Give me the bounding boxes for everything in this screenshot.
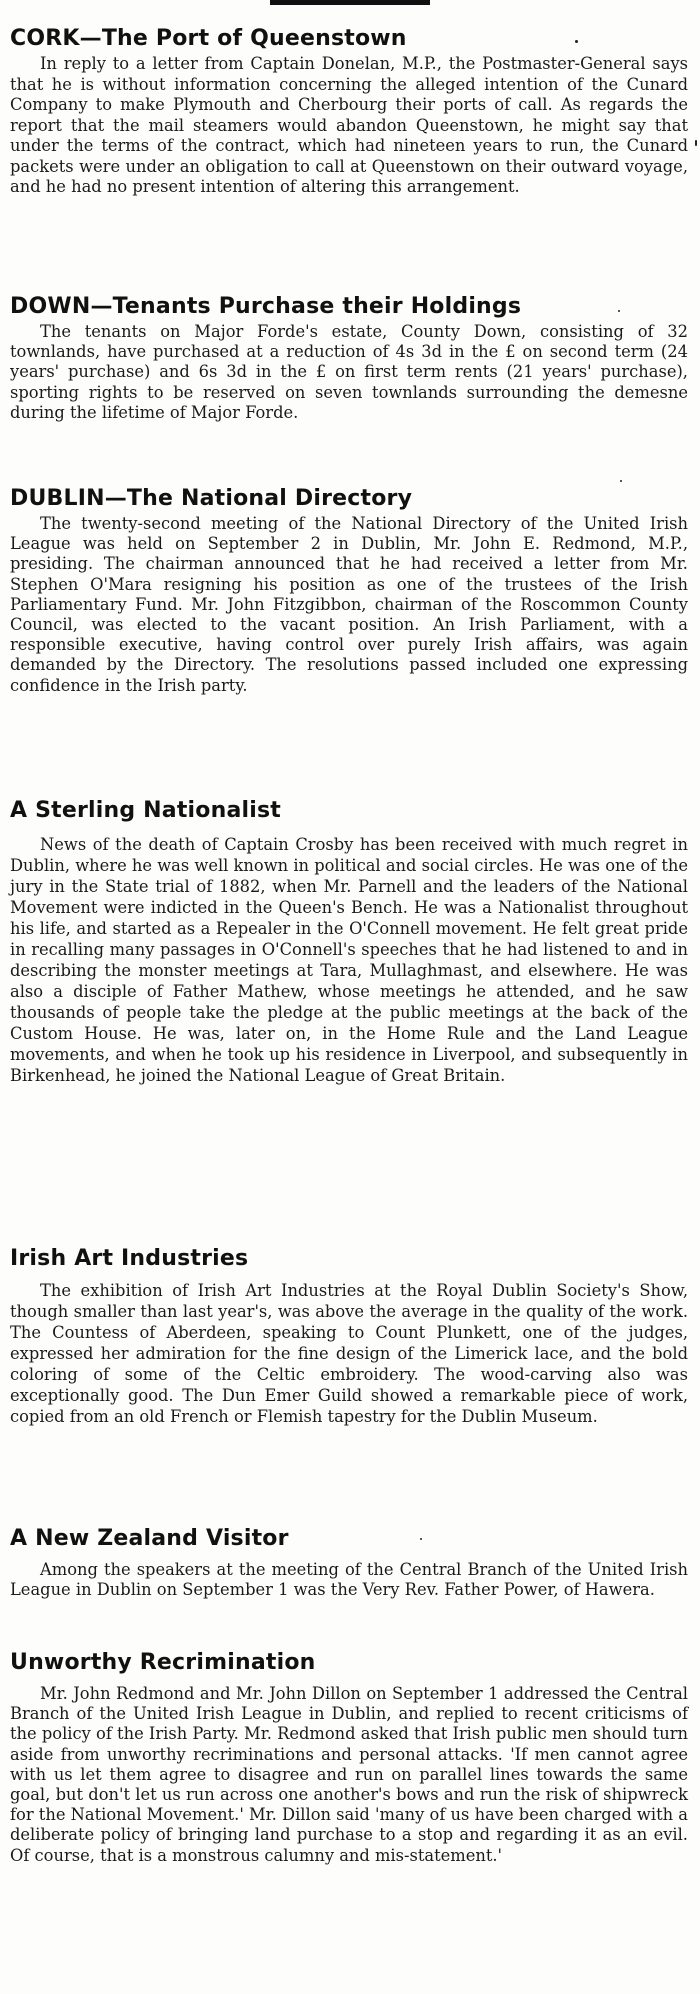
- article-unworthy-recrimination: [10, 1648, 688, 1866]
- article-body: The twenty-second meeting of the National Directory of the United Irish League was held on September 2 in Dublin, Mr. John E. Redmond, M.P., presiding. The chairman announced that he had received a letter from Mr. Stephen O'Mara resigning his position as one of the trustees of the Irish Parliamentary Fund. Mr. John Fitzgibbon, chairman of the Roscommon County Council, was elected to the vacant position. An Irish Parliament, with a responsible executive, having control over purely Irish affairs, was again demanded by the Directory. The resolutions passed included one expressing confidence in the Irish party.: [10, 514, 688, 695]
- article-new-zealand-visitor: [10, 1524, 688, 1600]
- article-heading: Unworthy Recrimination: [10, 1650, 316, 1675]
- article-body: Mr. John Redmond and Mr. John Dillon on September 1 addressed the Central Branch of the United Irish League in Dublin, and replied to recent criticisms of the policy of the Irish Party. Mr. Redmond asked that Irish public men should turn aside from unworthy recriminations and personal attacks. 'If men cannot agree with us let them agree to disagree and run on parallel lines towards the same goal, but don't let us run across one another's bows and run the risk of shipwreck for the National Movement.' Mr. Dillon said 'many of us have been charged with a deliberate policy of bringing land purchase to a stop and regarding it as an evil. Of course, that is a monstrous calumny and mis-statement.': [10, 1684, 688, 1865]
- article-body: In reply to a letter from Captain Donelan, M.P., the Postmaster-General says that he is without information concerning the alleged intention of the Cunard Company to make Plymouth and Cherbourg their ports of call. As regards the report that the mail steamers would abandon Queenstown, he might say that under the terms of the contract, which had nineteen years to run, the Cunard packets were under an obligation to call at Queenstown on their outward voyage, and he had no present intention of altering this arrangement.: [10, 54, 688, 196]
- scan-speck: [620, 480, 622, 482]
- scan-speck: [420, 1538, 422, 1540]
- article-body: The tenants on Major Forde's estate, County Down, consisting of 32 townlands, have purchased at a reduction of 4s 3d in the £ on second term (24 years' purchase) and 6s 3d in the £ on first term rents (21 years' purchase), sporting rights to be reserved on seven townlands surrounding the demesne during the lifetime of Major Forde.: [10, 322, 688, 422]
- article-heading: DUBLIN—The National Directory: [10, 486, 413, 511]
- article-heading: DOWN—Tenants Purchase their Holdings: [10, 294, 522, 319]
- article-heading: A Sterling Nationalist: [10, 798, 281, 823]
- article-body: News of the death of Captain Crosby has been received with much regret in Dublin, where he was well known in political and social circles. He was one of the jury in the State trial of 1882, when Mr. Parnell and the leaders of the National Movement were indicted in the Queen's Bench. He was a Nationalist throughout his life, and started as a Repealer in the O'Connell movement. He felt great pride in recalling many passages in O'Connell's speeches that he had listened to and in describing the monster meetings at Tara, Mullaghmast, and elsewhere. He was also a disciple of Father Mathew, whose meetings he attended, and he saw thousands of people take the pledge at the public meetings at the back of the Custom House. He was, later on, in the Home Rule and the Land League movements, and when he took up his residence in Liverpool, and subsequently in Birkenhead, he joined the National League of Great Britain.: [10, 835, 688, 1085]
- article-heading: A New Zealand Visitor: [10, 1526, 289, 1551]
- article-cork: [10, 24, 688, 198]
- top-rule: [270, 0, 430, 5]
- article-sterling-nationalist: [10, 796, 688, 1086]
- article-heading: Irish Art Industries: [10, 1246, 249, 1271]
- article-body: Among the speakers at the meeting of the Central Branch of the United Irish League in Dublin on September 1 was the Very Rev. Father Power, of Hawera.: [10, 1560, 688, 1600]
- scan-speck: [695, 140, 697, 146]
- scan-speck: [618, 310, 620, 312]
- scan-speck: [575, 40, 578, 43]
- article-heading: CORK—The Port of Queenstown: [10, 26, 407, 51]
- article-body: The exhibition of Irish Art Industries at the Royal Dublin Society's Show, though smaller than last year's, was above the average in the quality of the work. The Countess of Aberdeen, speaking to Count Plunkett, one of the judges, expressed her admiration for the fine design of the Limerick lace, and the bold coloring of some of the Celtic embroidery. The wood-carving also was exceptionally good. The Dun Emer Guild showed a remarkable piece of work, copied from an old French or Flemish tapestry for the Dublin Museum.: [10, 1281, 688, 1426]
- article-dublin: [10, 484, 688, 696]
- article-down: [10, 292, 688, 423]
- article-irish-art-industries: [10, 1244, 688, 1427]
